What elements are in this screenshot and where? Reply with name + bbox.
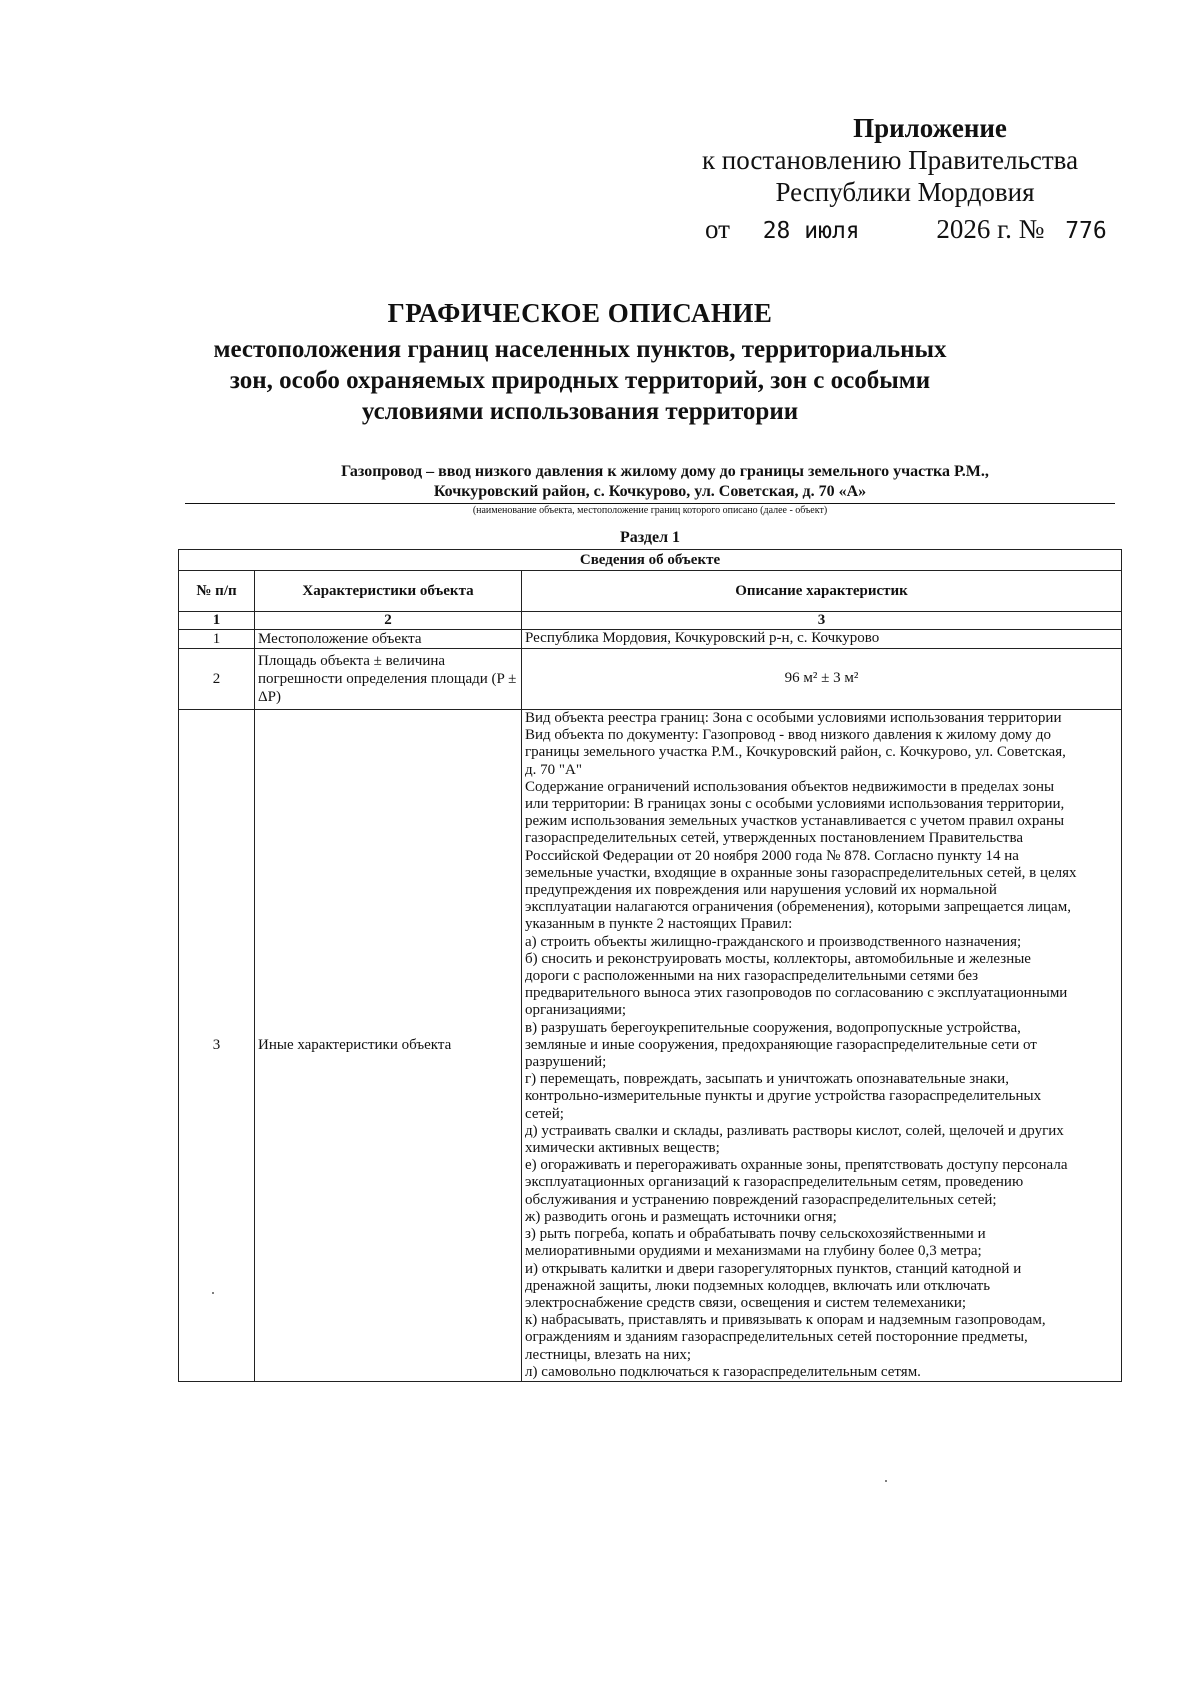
object-name-line-1: Газопровод – ввод низкого давления к жилому дому до границы земельного участка Р.М., — [341, 463, 989, 480]
description-line: дренажной защиты, люки подземных колодцев, включать или отключать — [525, 1277, 991, 1294]
description-line: е) огораживать и перегораживать охранные зоны, препятствовать доступу персонала — [525, 1157, 1068, 1174]
heading-subtitle-3: условиями использования территории — [361, 398, 799, 425]
table-row — [179, 649, 1122, 710]
description-line: мелиоративными орудиями и механизмами на глубину более 0,3 метра; — [525, 1243, 982, 1260]
row-number: 3 — [179, 710, 255, 1382]
scan-speck — [885, 1480, 887, 1482]
row-description: 96 м² ± 3 м² — [522, 649, 1122, 710]
header-description: Описание характеристик — [522, 571, 1122, 612]
description-line: сетей; — [525, 1105, 564, 1122]
description-line: Вид объекта реестра границ: Зона с особыми условиями использования территории — [525, 710, 1062, 726]
object-note: (наименование объекта, местоположение границ которого описано (далее - объект) — [472, 505, 828, 516]
description-line: указанным в пункте 2 настоящих Правил: — [525, 916, 793, 933]
date-year: 2026 г. № — [936, 214, 1045, 244]
description-line: г) перемещать, повреждать, засыпать и уничтожать опознавательные знаки, — [525, 1071, 1009, 1088]
description-line: газораспределительных сетей, утвержденных постановлением Правительства — [525, 830, 1023, 847]
description-line: б) сносить и реконструировать мосты, коллекторы, автомобильные и железные — [525, 950, 1031, 967]
description-line: эксплуатационных организаций к газораспределительным сетям, проведению — [525, 1174, 1024, 1191]
table-caption-row — [179, 550, 1122, 571]
row-characteristic: Площадь объекта ± величина погрешности определения площади (P ± ΔP) — [255, 649, 522, 710]
description-line: земельные участки, входящие в охранные зоны газораспределительных сетей, в целях — [525, 864, 1077, 881]
description-line: организациями; — [525, 1002, 627, 1019]
header-number: № п/п — [179, 571, 255, 612]
appendix-title: Приложение — [853, 113, 1007, 143]
heading-subtitle-1: местоположения границ населенных пунктов, территориальных — [213, 336, 947, 363]
table-header-row — [179, 571, 1122, 612]
column-number: 1 — [179, 612, 255, 630]
decree-number: 776 — [1065, 218, 1107, 244]
column-number: 3 — [522, 612, 1122, 630]
description-line: или территории: В границах зоны с особыми условиями использования территории, — [525, 796, 1065, 813]
description-line: д. 70 "А" — [525, 761, 582, 778]
heading-subtitle-2: зон, особо охраняемых природных территорий, зон с особыми — [229, 367, 931, 394]
description-line: Российской Федерации от 20 ноября 2000 года № 878. Согласно пункту 14 на — [525, 847, 1019, 864]
description-line: в) разрушать берегоукрепительные сооружения, водопропускные устройства, — [525, 1019, 1021, 1036]
description-line: электроснабжение средств связи, освещения и систем телемеханики; — [525, 1294, 967, 1311]
document-heading — [150, 296, 1010, 427]
row-description: Республика Мордовия, Кочкуровский р-н, с. Кочкурово — [522, 630, 1122, 649]
description-line: разрушений; — [525, 1054, 607, 1071]
appendix-date-line — [705, 214, 1107, 245]
description-line: з) рыть погреба, копать и обрабатывать почву сельскохозяйственными и — [525, 1226, 986, 1243]
appendix-line-1: к постановлению Правительства — [701, 145, 1079, 175]
description-line: ж) разводить огонь и размещать источники огня; — [525, 1208, 837, 1225]
object-underline — [185, 503, 1115, 504]
description-line: обслуживания и устранению повреждений газораспределительных сетей; — [525, 1191, 997, 1208]
column-number: 2 — [255, 612, 522, 630]
table-column-numbers-row — [179, 612, 1122, 630]
description-line: режим использования земельных участков устанавливается с учетом правил охраны — [525, 813, 1065, 830]
row-number: 1 — [179, 630, 255, 649]
description-line: Вид объекта по документу: Газопровод - ввод низкого давления к жилому дому до — [525, 727, 1052, 744]
section-label: Раздел 1 — [619, 529, 681, 546]
appendix-line-2: Республики Мордовия — [775, 177, 1035, 207]
heading-title: ГРАФИЧЕСКОЕ ОПИСАНИЕ — [387, 298, 773, 328]
row-characteristic: Местоположение объекта — [255, 630, 522, 649]
object-name — [185, 462, 1115, 502]
description-line: предупреждения их повреждения или нарушения условий их нормальной — [525, 882, 997, 899]
object-name-line-2: Кочкуровский район, с. Кочкурово, ул. Советская, д. 70 «А» — [433, 483, 867, 500]
object-info-table — [178, 549, 1122, 1382]
description-line: и) открывать калитки и двери газорегуляторных пунктов, станций катодной и — [525, 1260, 1022, 1277]
table-row — [179, 710, 1122, 1382]
description-line: а) строить объекты жилищно-гражданского и производственного назначения; — [525, 933, 1022, 950]
description-line: ограждениям и зданиям газораспределительных сетей посторонние предметы, — [525, 1329, 1028, 1346]
scan-speck — [212, 1292, 214, 1294]
description-line: земляные и иные сооружения, предохраняющие газораспределительные сети от — [525, 1036, 1037, 1053]
row-description — [522, 710, 1122, 1382]
table-caption: Сведения об объекте — [179, 550, 1122, 571]
header-characteristic: Характеристики объекта — [255, 571, 522, 612]
description-line: предварительного выноса этих газопроводов по согласованию с эксплуатационными — [525, 985, 1068, 1002]
table-row — [179, 630, 1122, 649]
description-line: л) самовольно подключаться к газораспределительным сетям. — [525, 1363, 921, 1380]
description-line: границы земельного участка Р.М., Кочкуровский район, с. Кочкурово, ул. Советская, — [525, 744, 1066, 761]
description-line: к) набрасывать, приставлять и привязывать к опорам и надземным газопроводам, — [525, 1312, 1046, 1329]
date-day-month: 28 июля — [762, 218, 860, 244]
row-characteristic: Иные характеристики объекта — [255, 710, 522, 1382]
description-line: Содержание ограничений использования объектов недвижимости в пределах зоны — [525, 778, 1055, 795]
description-line: лестницы, влезать на них; — [525, 1346, 692, 1363]
description-line: дороги с расположенными на них газораспределительными сетями без — [525, 968, 979, 985]
date-prefix: от — [705, 214, 730, 244]
description-line: д) устраивать свалки и склады, разливать растворы кислот, солей, щелочей и других — [525, 1122, 1064, 1139]
appendix-block — [640, 112, 1140, 208]
description-line: химически активных веществ; — [525, 1140, 720, 1157]
row-number: 2 — [179, 649, 255, 710]
description-line: эксплуатации налагаются ограничения (обременения), которыми запрещается лицам, — [525, 899, 1071, 916]
description-line: контрольно-измерительные пункты и другие устройства газораспределительных — [525, 1088, 1042, 1105]
